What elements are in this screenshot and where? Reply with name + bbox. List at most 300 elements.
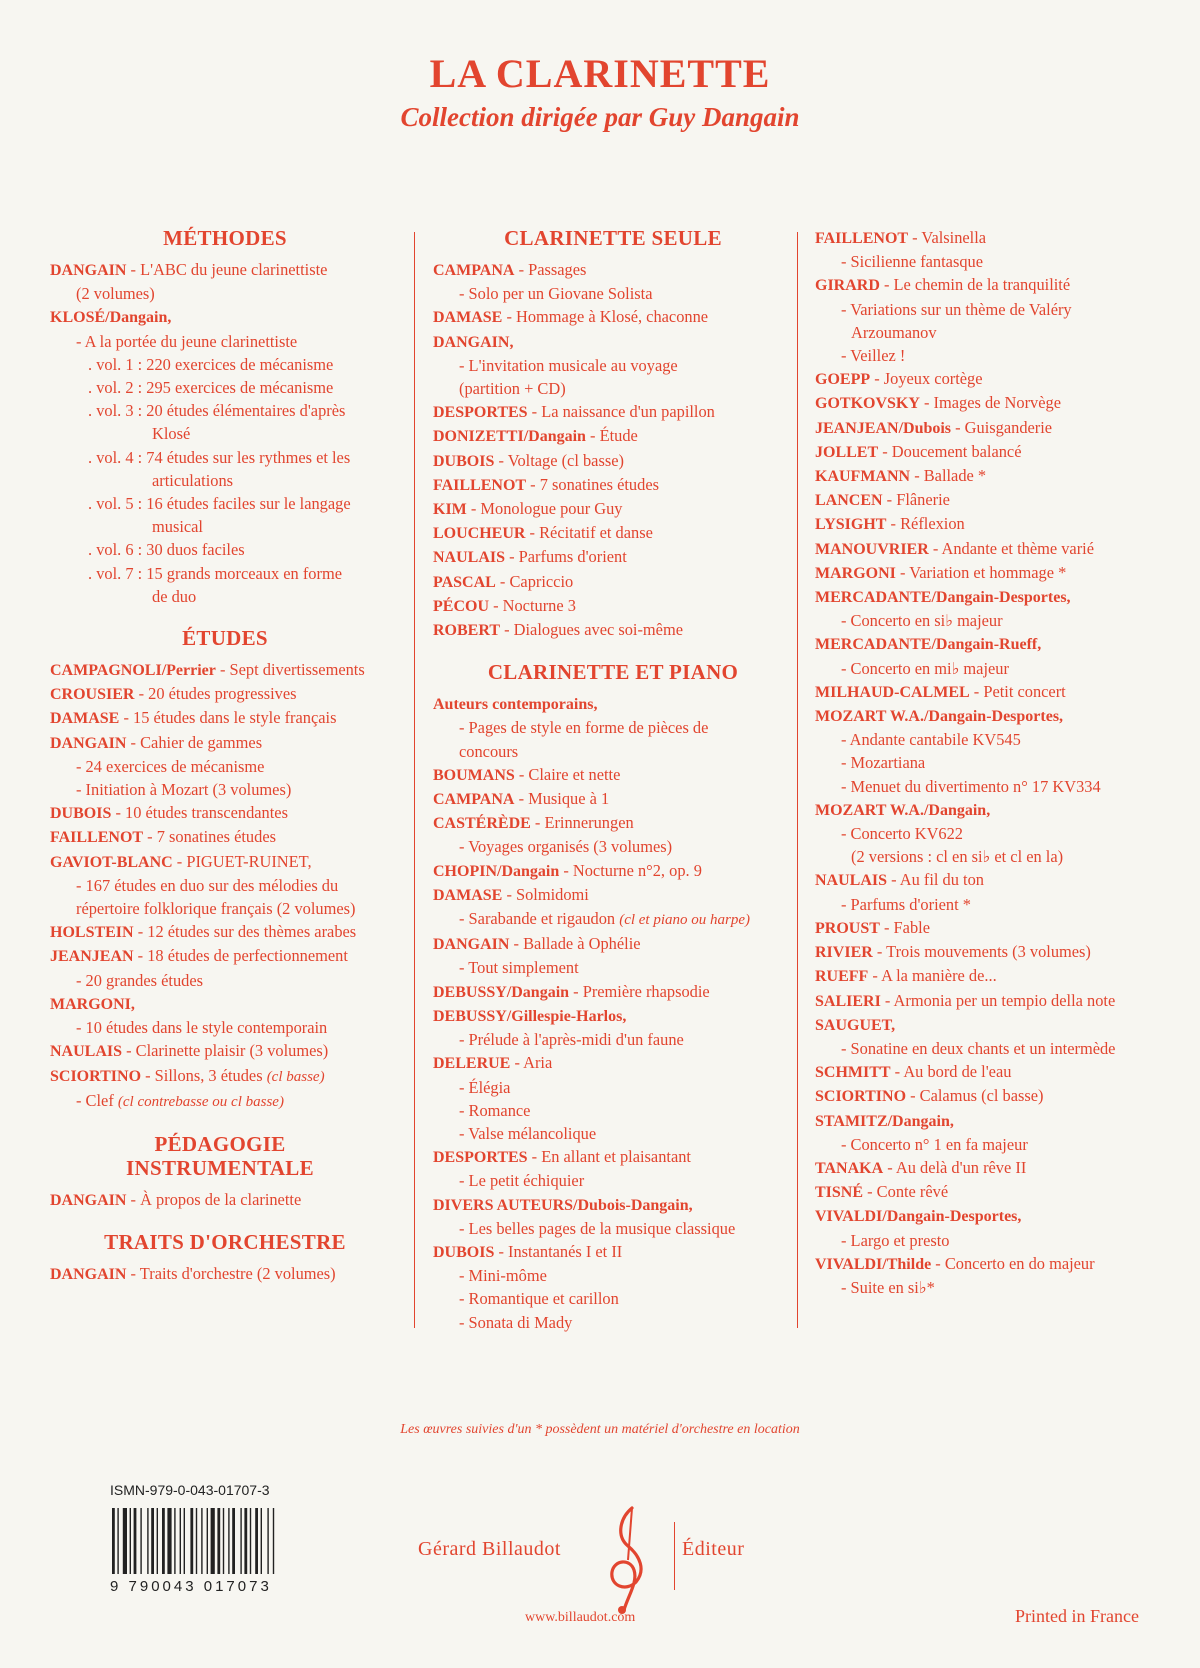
work-title: - Conte rêvé [863, 1182, 949, 1202]
work-title: - Initiation à Mozart (3 volumes) [76, 780, 292, 800]
composer-name: DAMASE [433, 886, 503, 904]
catalog-subentry [433, 740, 793, 763]
composer-name: JOLLET [815, 443, 879, 461]
composer-name: DESPORTES [433, 404, 528, 422]
work-title: . vol. 2 : 295 exercices de mécanisme [88, 378, 334, 398]
work-title: . vol. 7 : 15 grands morceaux en forme [88, 563, 342, 583]
composer-name: MARGONI, [50, 995, 135, 1013]
work-title: - Tout simplement [459, 958, 579, 978]
work-title: - Récitatif et danse [525, 523, 653, 543]
work-title: - Sicilienne fantasque [841, 252, 984, 272]
work-title: - Étude [585, 426, 638, 446]
composer-name: DANGAIN [50, 1266, 127, 1284]
composer-name: FAILLENOT [815, 230, 909, 247]
composer-name: GAVIOT-BLANC [50, 853, 173, 871]
catalog-entry [815, 273, 1160, 297]
work-title: - À propos de la clarinette [126, 1189, 302, 1209]
work-title: - Au delà d'un rêve II [883, 1157, 1027, 1177]
section-heading: CLARINETTE SEULE [504, 226, 722, 250]
work-title: - 12 études sur des thèmes arabes [133, 922, 357, 942]
work-title: - 10 études transcendantes [111, 803, 288, 823]
work-title: - A la manière de... [868, 966, 997, 986]
composer-name: CAMPANA [433, 262, 515, 279]
instrument-note: (cl basse) [266, 1068, 325, 1085]
work-title: - Nocturne n°2, op. 9 [559, 860, 702, 880]
catalog-entry [433, 545, 793, 569]
catalog-subentry [50, 353, 400, 376]
work-title: répertoire folklorique français (2 volumes) [76, 899, 356, 919]
catalog-section [50, 626, 400, 1114]
composer-name: DUBOIS [433, 1243, 495, 1261]
catalog-subentry [433, 1169, 793, 1192]
work-title: - Veillez ! [841, 346, 906, 366]
catalog-entry [50, 1039, 400, 1063]
work-title: - Au bord de l'eau [890, 1062, 1012, 1082]
work-title: - Armonia per un tempio della note [880, 990, 1116, 1010]
catalog-subentry [433, 1287, 793, 1310]
catalog-subentry [50, 399, 400, 422]
work-title: - Sonatine en deux chants et un intermède [841, 1038, 1116, 1058]
work-title: . vol. 4 : 74 études sur les rythmes et les [88, 447, 351, 467]
catalog-entry [433, 570, 793, 594]
catalog-entry [815, 1109, 1160, 1133]
composer-name: VIVALDI/Thilde [815, 1255, 932, 1273]
work-title: - Petit concert [969, 681, 1066, 701]
page-title: LA CLARINETTE [429, 51, 771, 96]
composer-name: CASTÉRÈDE [433, 815, 531, 833]
catalog-entry [815, 416, 1160, 440]
catalog-subentry [815, 845, 1160, 868]
composer-name: RIVIER [815, 944, 873, 962]
composer-name: SAUGUET, [815, 1016, 896, 1034]
catalog-subentry [50, 874, 400, 897]
work-title: - Parfums d'orient * [841, 894, 971, 914]
composer-name: DANGAIN [50, 734, 127, 752]
composer-name: HOLSTEIN [50, 924, 134, 942]
publisher-website: www.billaudot.com [525, 1610, 636, 1625]
catalog-subentry [815, 344, 1160, 367]
work-title: - 24 exercices de mécanisme [76, 756, 265, 776]
work-title: - Clarinette plaisir (3 volumes) [122, 1041, 329, 1061]
catalog-column-3 [815, 226, 1160, 1317]
catalog-entry [433, 1051, 793, 1075]
catalog-subentry [433, 956, 793, 979]
work-title: - Le chemin de la tranquilité [879, 275, 1071, 295]
work-title: - Solo per un Giovane Solista [459, 284, 653, 304]
work-title: . vol. 3 : 20 études élémentaires d'après [88, 401, 346, 421]
catalog-entry [50, 992, 400, 1016]
composer-name: CAMPAGNOLI/Perrier [50, 662, 216, 680]
catalog-entry [50, 944, 400, 968]
catalog-entry [433, 473, 793, 497]
work-title: - Monologue pour Guy [466, 499, 623, 519]
composer-name: DIVERS AUTEURS/Dubois-Dangain, [433, 1196, 693, 1214]
composer-name: PASCAL [433, 573, 496, 591]
work-title: . vol. 1 : 220 exercices de mécanisme [88, 354, 334, 374]
composer-name: MANOUVRIER [815, 540, 929, 558]
catalog-subentry [433, 1076, 793, 1099]
catalog-entry [50, 1262, 400, 1286]
catalog-entry [815, 488, 1160, 512]
composer-name: DANGAIN, [433, 333, 514, 351]
catalog-section [50, 226, 400, 608]
publisher-name: Gérard Billaudot [418, 1538, 561, 1560]
composer-name: DEBUSSY/Gillespie-Harlos, [433, 1007, 627, 1025]
work-title: - Sept divertissements [215, 660, 365, 680]
composer-name: GOTKOVSKY [815, 395, 920, 413]
composer-name: NAULAIS [433, 549, 506, 567]
catalog-entry [815, 561, 1160, 585]
barcode-image [112, 1508, 302, 1574]
isbn-number: ISMN-979-0-043-01707-3 [110, 1482, 270, 1498]
work-title: - Parfums d'orient [505, 547, 627, 567]
work-title: - Capriccio [495, 571, 574, 591]
catalog-subentry [50, 1016, 400, 1039]
composer-name: FAILLENOT [433, 476, 527, 494]
section-heading: MÉTHODES [163, 226, 287, 250]
work-title: - En allant et plaisantant [527, 1147, 691, 1167]
work-title: - Doucement balancé [878, 441, 1022, 461]
composer-name: DANGAIN [50, 1191, 127, 1209]
composer-name: SCHMITT [815, 1064, 891, 1082]
work-title: - Première rhapsodie [569, 981, 710, 1001]
catalog-subentry [50, 1089, 400, 1114]
composer-name: DELERUE [433, 1055, 511, 1073]
catalog-entry [433, 932, 793, 956]
work-title: - Erinnerungen [530, 813, 634, 833]
composer-name: DAMASE [50, 710, 120, 728]
catalog-subentry [815, 250, 1160, 273]
catalog-entry [815, 632, 1160, 656]
catalog-subentry [50, 492, 400, 515]
catalog-entry [50, 920, 400, 944]
work-title: - Voltage (cl basse) [494, 450, 624, 470]
catalog-subentry [433, 1264, 793, 1287]
composer-name: LYSIGHT [815, 516, 887, 534]
catalog-entry [433, 258, 793, 282]
composer-name: SCIORTINO [50, 1067, 142, 1085]
section-heading: ÉTUDES [182, 626, 268, 651]
catalog-entry [433, 859, 793, 883]
composer-name: LANCEN [815, 492, 883, 510]
composer-name: CROUSIER [50, 686, 135, 704]
work-title: - Pages de style en forme de pièces de [459, 718, 709, 738]
work-title: - L'ABC du jeune clarinettiste [126, 260, 328, 279]
work-title: - Claire et nette [514, 764, 621, 784]
work-title: - Valsinella [908, 228, 987, 247]
catalog-subentry [433, 1028, 793, 1051]
composer-name: SALIERI [815, 992, 881, 1010]
catalog-entry [50, 682, 400, 706]
composer-name: NAULAIS [50, 1043, 123, 1061]
catalog-subentry [50, 778, 400, 801]
catalog-entry [815, 367, 1160, 391]
work-title: - 15 études dans le style français [119, 708, 337, 728]
work-title: - Mozartiana [841, 753, 926, 773]
catalog-subentry [815, 609, 1160, 632]
work-title: - Ballade * [910, 466, 987, 486]
work-title: - Sarabande et rigaudon [459, 909, 620, 929]
catalog-column-2 [433, 226, 793, 1352]
work-title: (2 versions : cl en si♭ et cl en la) [851, 847, 1064, 867]
catalog-subentry [815, 657, 1160, 680]
section-heading: TRAITS D'ORCHESTRE [104, 1230, 346, 1255]
catalog-section [433, 226, 793, 642]
composer-name: LOUCHEUR [433, 525, 526, 543]
work-title: - Hommage à Klosé, chaconne [502, 307, 709, 327]
catalog-subentry [815, 822, 1160, 845]
composer-name: PÉCOU [433, 597, 489, 615]
work-title: - Au fil du ton [887, 870, 984, 890]
composer-name: FAILLENOT [50, 829, 144, 847]
catalog-entry [433, 305, 793, 329]
catalog-subentry [50, 969, 400, 992]
catalog-entry [50, 801, 400, 825]
catalog-subentry [433, 907, 793, 932]
composer-name: DEBUSSY/Dangain [433, 983, 570, 1001]
catalog-section [433, 660, 793, 1333]
catalog-entry [433, 618, 793, 642]
composer-name: MERCADANTE/Dangain-Rueff, [815, 636, 1042, 654]
work-title: - Romantique et carillon [459, 1289, 619, 1309]
work-title: - Calamus (cl basse) [906, 1086, 1044, 1106]
catalog-entry [433, 424, 793, 448]
catalog-entry [50, 1188, 400, 1212]
work-title: - Clef [76, 1090, 118, 1110]
catalog-subentry [433, 1122, 793, 1145]
instrument-note: (cl et piano ou harpe) [619, 912, 751, 929]
catalog-entry [433, 980, 793, 1004]
work-title: - Joyeux cortège [870, 369, 983, 389]
catalog-subentry [50, 515, 400, 538]
work-title: - Élégia [459, 1077, 511, 1097]
catalog-subentry [433, 1311, 793, 1334]
catalog-section [50, 1132, 400, 1212]
catalog-section [50, 1230, 400, 1286]
catalog-entry [815, 940, 1160, 964]
work-title: - Le petit échiquier [459, 1171, 585, 1191]
catalog-subentry [50, 469, 400, 492]
composer-name: DANGAIN [50, 262, 127, 279]
work-title: - 10 études dans le style contemporain [76, 1018, 328, 1038]
catalog-subentry [815, 775, 1160, 798]
composer-name: PROUST [815, 919, 880, 937]
work-title: - 20 grandes études [76, 970, 203, 990]
section-heading: CLARINETTE ET PIANO [487, 660, 739, 685]
catalog-entry [433, 1240, 793, 1264]
work-title: - Concerto n° 1 en fa majeur [841, 1134, 1028, 1154]
work-title: (partition + CD) [459, 379, 566, 399]
work-title: - 7 sonatines études [526, 474, 659, 494]
work-title: - Variation et hommage * [895, 562, 1067, 582]
catalog-entry [815, 226, 1160, 250]
composer-name: DESPORTES [433, 1149, 528, 1167]
work-title: - Concerto en mi♭ majeur [841, 658, 1009, 678]
catalog-entry [50, 1064, 400, 1089]
catalog-entry [815, 916, 1160, 940]
catalog-entry [815, 464, 1160, 488]
work-title: - Mini-môme [459, 1266, 547, 1286]
composer-name: GOEPP [815, 371, 871, 389]
catalog-entry [815, 1156, 1160, 1180]
catalog-subentry [815, 321, 1160, 344]
work-title: - Suite en si♭* [841, 1277, 935, 1297]
catalog-entry [433, 883, 793, 907]
composer-name: MERCADANTE/Dangain-Desportes, [815, 589, 1071, 607]
catalog-subentry [433, 835, 793, 858]
composer-name: TISNÉ [815, 1184, 864, 1202]
catalog-subentry [815, 751, 1160, 774]
work-title: - Voyages organisés (3 volumes) [459, 837, 673, 857]
work-title: - Les belles pages de la musique classique [459, 1218, 736, 1238]
printed-in-label: Printed in France [1015, 1606, 1139, 1626]
catalog-subentry [50, 376, 400, 399]
catalog-entry [815, 1060, 1160, 1084]
catalog-subentry [815, 298, 1160, 321]
catalog-subentry [433, 354, 793, 377]
catalog-entry [50, 825, 400, 849]
catalog-subentry [815, 1229, 1160, 1252]
composer-name: DANGAIN [433, 936, 510, 954]
composer-name: MILHAUD-CALMEL [815, 683, 970, 701]
work-title: - Musique à 1 [514, 789, 610, 809]
section-heading: PÉDAGOGIE INSTRUMENTALE [126, 1131, 314, 1180]
catalog-entry [815, 1180, 1160, 1204]
work-title: - Concerto en do majeur [931, 1253, 1095, 1273]
catalog-entry [815, 440, 1160, 464]
catalog-entry [50, 305, 400, 329]
work-title: - Variations sur un thème de Valéry [841, 299, 1072, 319]
catalog-entry [815, 1252, 1160, 1276]
work-title: - A la portée du jeune clarinettiste [76, 331, 298, 351]
catalog-subentry [433, 1217, 793, 1240]
treble-clef-logo-icon [598, 1500, 658, 1620]
catalog-subentry [433, 377, 793, 400]
catalog-subentry [50, 755, 400, 778]
work-title: - Andante et thème varié [928, 538, 1094, 558]
work-title: - Réflexion [886, 514, 965, 534]
composer-name: GIRARD [815, 277, 880, 295]
column-divider [414, 232, 415, 1328]
work-title: - PIGUET-RUINET, [172, 851, 312, 871]
composer-name: DUBOIS [50, 805, 112, 823]
composer-name: VIVALDI/Dangain-Desportes, [815, 1208, 1022, 1226]
composer-name: DUBOIS [433, 452, 495, 470]
catalog-entry [433, 521, 793, 545]
work-title: musical [152, 517, 203, 537]
publisher-divider [674, 1522, 675, 1590]
work-title: - Passages [514, 260, 587, 279]
composer-name: MOZART W.A./Dangain, [815, 801, 991, 819]
composer-name: NAULAIS [815, 872, 888, 890]
work-title: articulations [152, 470, 234, 490]
work-title: - 18 études de perfectionnement [133, 946, 348, 966]
work-title: - Traits d'orchestre (2 volumes) [126, 1264, 336, 1284]
composer-name: MARGONI [815, 564, 896, 582]
work-title: - 167 études en duo sur des mélodies du [76, 875, 339, 895]
composer-name: CAMPANA [433, 791, 515, 809]
catalog-entry [433, 692, 793, 716]
catalog-entry [815, 1013, 1160, 1037]
catalog-entry [50, 706, 400, 730]
work-title: - Aria [510, 1053, 553, 1073]
catalog-entry [433, 497, 793, 521]
catalog-subentry [50, 585, 400, 608]
composer-name: SCIORTINO [815, 1088, 907, 1106]
work-title: - Valse mélancolique [459, 1123, 597, 1143]
composer-name: DONIZETTI/Dangain [433, 428, 586, 446]
work-title: - Concerto en si♭ majeur [841, 611, 1003, 631]
work-title: . vol. 6 : 30 duos faciles [88, 540, 245, 560]
work-title: - Dialogues avec soi-même [500, 620, 683, 640]
catalog-entry [815, 585, 1160, 609]
composer-name: CHOPIN/Dangain [433, 862, 560, 880]
catalog-entry [50, 658, 400, 682]
composer-name: JEANJEAN/Dubois [815, 419, 952, 437]
work-title: Klosé [152, 424, 191, 444]
catalog-entry [433, 1193, 793, 1217]
catalog-entry [815, 512, 1160, 536]
catalog-subentry [50, 422, 400, 445]
catalog-entry [815, 798, 1160, 822]
catalog-section [815, 226, 1160, 1299]
work-title: - Cahier de gammes [126, 732, 263, 752]
composer-name: KLOSÉ/Dangain, [50, 309, 172, 327]
work-title: - Sillons, 3 études [141, 1065, 267, 1085]
catalog-entry [815, 1204, 1160, 1228]
work-title: - Fable [879, 917, 930, 937]
catalog-entry [815, 537, 1160, 561]
composer-name: RUEFF [815, 968, 869, 986]
catalog-entry [433, 449, 793, 473]
catalog-subentry [815, 1276, 1160, 1299]
catalog-subentry [50, 330, 400, 353]
composer-name: ROBERT [433, 622, 501, 640]
catalog-entry [50, 850, 400, 874]
footnote: Les œuvres suivies d'un * possèdent un matériel d'orchestre en location [400, 1422, 800, 1437]
catalog-subentry [50, 897, 400, 920]
work-title: - Romance [459, 1100, 531, 1120]
work-title: - Solmidomi [502, 884, 589, 904]
catalog-entry [815, 868, 1160, 892]
catalog-entry [815, 964, 1160, 988]
catalog-subentry [815, 893, 1160, 916]
work-title: - Guisganderie [951, 417, 1053, 437]
catalog-entry [433, 787, 793, 811]
catalog-subentry [815, 1133, 1160, 1156]
catalog-entry [50, 258, 400, 282]
work-title: - Nocturne 3 [489, 595, 576, 615]
publisher-role: Éditeur [682, 1538, 745, 1560]
composer-name: DAMASE [433, 309, 503, 327]
work-title: - 7 sonatines études [143, 827, 276, 847]
catalog-entry [433, 330, 793, 354]
catalog-entry [433, 763, 793, 787]
catalog-subentry [433, 282, 793, 305]
work-title: - Flânerie [882, 490, 950, 510]
work-title: - Sonata di Mady [459, 1312, 573, 1332]
catalog-subentry [50, 282, 400, 305]
composer-name: TANAKA [815, 1159, 884, 1177]
catalog-subentry [50, 446, 400, 469]
instrument-note: (cl contrebasse ou cl basse) [117, 1093, 284, 1110]
work-title: - Trois mouvements (3 volumes) [872, 942, 1091, 962]
catalog-entry [50, 731, 400, 755]
catalog-entry [815, 1084, 1160, 1108]
catalog-entry [433, 1004, 793, 1028]
catalog-entry [433, 811, 793, 835]
work-title: - Instantanés I et II [494, 1241, 623, 1261]
